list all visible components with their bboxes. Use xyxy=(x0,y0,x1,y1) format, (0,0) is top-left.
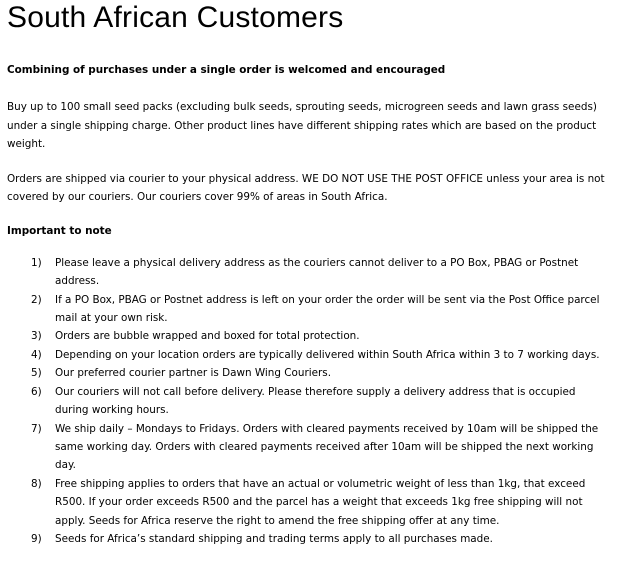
list-item-text: Orders are bubble wrapped and boxed for total protection. xyxy=(55,330,360,343)
list-item-number: 5) xyxy=(31,367,42,380)
list-item xyxy=(7,327,607,345)
list-item-text: Seeds for Africa’s standard shipping and trading terms apply to all purchases made. xyxy=(55,532,493,545)
list-item-number: 8) xyxy=(31,477,42,490)
list-item xyxy=(7,475,607,530)
list-item-text: We ship daily – Mondays to Fridays. Orders with cleared payments received by 10am will be shipped the same working day. Orders with cleared payments received after 10am will be shipped the next working day. xyxy=(55,422,599,472)
list-item-number: 3) xyxy=(31,330,42,343)
list-item xyxy=(7,254,607,291)
list-item xyxy=(7,530,607,548)
document-body xyxy=(7,61,607,548)
list-item-text: Please leave a physical delivery address as the couriers cannot deliver to a PO Box, PBAG or Postnet address. xyxy=(55,256,579,288)
list-item xyxy=(7,346,607,364)
shipping-paragraph: Buy up to 100 small seed packs (excluding bulk seeds, sprouting seeds, microgreen seeds and lawn grass seeds) under a single shipping charge. Other product lines have different shipping rates which are based on the product weight. xyxy=(7,101,597,151)
list-item-text: If a PO Box, PBAG or Postnet address is left on your order the order will be sent via the Post Office parcel mail at your own risk. xyxy=(55,293,600,325)
list-item xyxy=(7,383,607,420)
page-title: South African Customers xyxy=(7,1,344,34)
list-item xyxy=(7,291,607,328)
list-item-text: Our couriers will not call before delivery. Please therefore supply a delivery address that is occupied during working hours. xyxy=(55,385,576,417)
list-item-text: Depending on your location orders are typically delivered within South Africa within 3 to 7 working days. xyxy=(55,348,600,361)
list-item-number: 7) xyxy=(31,422,42,435)
list-item-number: 9) xyxy=(31,532,42,545)
list-item-text: Free shipping applies to orders that have an actual or volumetric weight of less than 1kg, that exceed R500. If your order exceeds R500 and the parcel has a weight that exceeds 1kg free shipping will not apply. Seeds for Africa reserve the right to amend the free shipping offer at any time. xyxy=(55,477,586,527)
courier-paragraph: Orders are shipped via courier to your physical address. WE DO NOT USE THE POST OFFICE unless your area is not covered by our couriers. Our couriers cover 99% of areas in South Africa. xyxy=(7,172,605,204)
list-item-number: 6) xyxy=(31,385,42,398)
important-heading: Important to note xyxy=(7,225,112,238)
list-item-number: 4) xyxy=(31,348,42,361)
important-notes-list xyxy=(7,254,607,549)
list-item xyxy=(7,364,607,382)
list-item xyxy=(7,420,607,475)
list-item-number: 1) xyxy=(31,256,42,269)
list-item-text: Our preferred courier partner is Dawn Wing Couriers. xyxy=(55,367,332,380)
list-item-number: 2) xyxy=(31,293,42,306)
intro-heading: Combining of purchases under a single order is welcomed and encouraged xyxy=(7,64,446,76)
